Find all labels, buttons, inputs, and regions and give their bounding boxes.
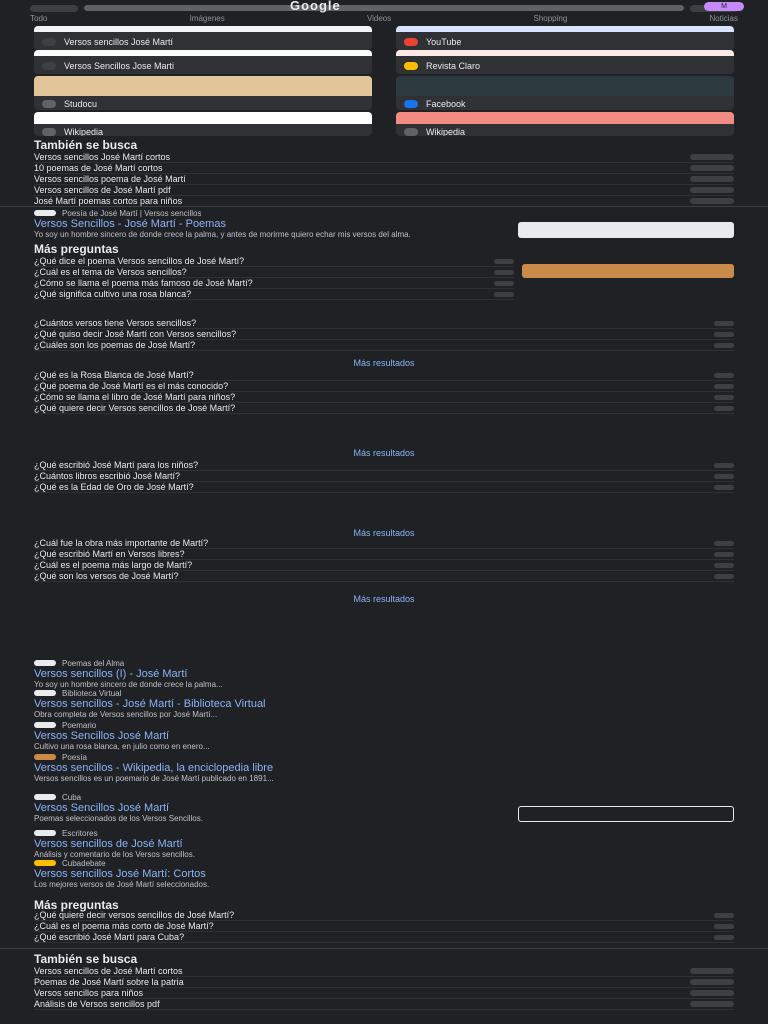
result-snippet: Yo soy un hombre sincero de donde crece la palma, y antes de morirme quiero echar mis versos del alma. [34,230,411,239]
site-favicon [34,754,56,760]
card-label: YouTube [426,37,462,47]
search-icon [690,198,734,204]
tab-all[interactable]: Todo [30,14,48,23]
card-label: Revista Claro [426,61,481,71]
related-item[interactable] [34,966,734,977]
faq-question: ¿Cuántos libros escribió José Martí? [34,471,181,481]
card[interactable] [34,26,372,50]
card[interactable] [34,50,372,74]
search-result [34,752,734,783]
google-logo[interactable]: Google [290,0,341,13]
faq-question: ¿Cuál es el poema más largo de Martí? [34,560,193,570]
faq-question: ¿Cuáles son los poemas de José Martí? [34,340,196,350]
faq-question: ¿Qué significa cultivo una rosa blanca? [34,289,192,299]
faq-question: ¿Qué son los versos de José Martí? [34,571,179,581]
divider [0,206,768,207]
people-also-ask [34,460,734,493]
result-title[interactable]: Versos sencillos de José Martí [34,838,183,850]
chevron-down-icon [714,321,734,326]
faq-question: ¿Cuántos versos tiene Versos sencillos? [34,318,197,328]
site-icon [42,100,56,108]
related-searches-title: También se busca [34,952,138,966]
chevron-down-icon [714,395,734,400]
site-favicon [34,690,56,696]
result-snippet: Yo soy un hombre sincero de donde crece la palma... [34,680,223,689]
chevron-down-icon [714,373,734,378]
site-icon [404,100,418,108]
result-thumbnail[interactable] [518,806,734,822]
related-item[interactable] [34,152,734,163]
faq-question: ¿Qué es la Edad de Oro de José Martí? [34,482,194,492]
result-site: Poesía [62,752,87,762]
tab-shopping[interactable]: Shopping [533,14,568,23]
card-label: Facebook [426,99,466,109]
site-favicon [34,722,56,728]
people-also-ask [34,910,734,943]
related-text: Versos sencillos de José Martí pdf [34,185,171,195]
card-thumbnail [34,26,372,32]
card[interactable] [396,50,734,74]
faq-question: ¿Cómo se llama el libro de José Martí para niños? [34,392,236,402]
people-also-ask [34,370,734,414]
related-text: Versos sencillos poema de José Martí [34,174,186,184]
chevron-down-icon [714,406,734,411]
related-text: Versos sencillos José Martí cortos [34,152,171,162]
site-favicon [34,210,56,216]
header [0,0,768,22]
faq-item[interactable] [34,256,514,267]
related-text: 10 poemas de José Martí cortos [34,163,163,173]
faq-question: ¿Qué dice el poema Versos sencillos de José Martí? [34,256,245,266]
search-icon [690,165,734,171]
search-result [34,720,734,751]
related-text: Versos sencillos para niños [34,988,144,998]
menu-button[interactable] [30,5,78,12]
result-snippet: Análisis y comentario de los Versos sencillos. [34,850,195,859]
result-site: Cubadebate [62,858,106,868]
result-site: Poemas del Alma [62,658,125,668]
faq-item[interactable] [34,278,514,289]
card-thumbnail [34,112,372,124]
site-icon [42,128,56,136]
site-icon [42,38,56,46]
faq-question: ¿Qué escribió José Martí para los niños? [34,460,199,470]
card-thumbnail [34,50,372,56]
search-icon [690,176,734,182]
card-thumbnail [396,50,734,56]
faq-item[interactable] [34,910,734,921]
tab-news[interactable]: Noticias [709,14,738,23]
chevron-down-icon [714,474,734,479]
chevron-down-icon [494,259,514,264]
faq-question: ¿Cuál fue la obra más importante de Martí? [34,538,209,548]
card-label: Wikipedia [64,127,104,136]
faq-question: ¿Qué quiere decir versos sencillos de José Martí? [34,910,235,920]
faq-question: ¿Qué escribió Martí en Versos libres? [34,549,185,559]
related-text: Versos sencillos de José Martí cortos [34,966,183,976]
chevron-down-icon [714,574,734,579]
faq-item[interactable] [34,289,514,300]
search-icon [690,979,734,985]
chevron-down-icon [714,563,734,568]
result-site: Biblioteca Virtual [62,688,122,698]
card[interactable] [396,26,734,50]
related-searches [34,966,734,1010]
result-title[interactable]: Versos Sencillos - José Martí - Poemas [34,218,226,230]
chevron-down-icon [714,924,734,929]
search-result [34,688,734,719]
card-thumbnail [396,26,734,32]
chevron-down-icon [714,463,734,468]
chevron-down-icon [714,913,734,918]
chevron-down-icon [494,281,514,286]
faq-question: ¿Qué quiere decir Versos sencillos de José Martí? [34,403,236,413]
card[interactable] [34,76,372,110]
result-site: Poemario [62,720,97,730]
related-item[interactable] [34,174,734,185]
site-favicon [34,660,56,666]
search-result [34,858,734,889]
faq-thumbnail [522,264,734,278]
result-title[interactable]: Versos sencillos - José Martí - Biblioteca Virtual [34,698,266,710]
people-also-ask-more [34,318,734,351]
card-thumbnail [396,112,734,124]
more-results-link[interactable]: Más resultados [353,528,415,538]
people-also-ask [34,538,734,582]
result-title[interactable]: Versos sencillos (I) - José Martí [34,668,188,680]
result-site: Escritores [62,828,98,838]
chevron-down-icon [494,292,514,297]
faq-question: ¿Cómo se llama el poema más famoso de José Martí? [34,278,253,288]
faq-item[interactable] [34,318,734,329]
faq-item[interactable] [34,370,734,381]
faq-question: ¿Cuál es el poema más corto de José Martí? [34,921,214,931]
search-result [34,828,734,859]
site-favicon [34,794,56,800]
card[interactable] [34,112,372,136]
top-results-cards [34,26,734,136]
divider [0,948,768,949]
search-bar[interactable] [84,5,684,11]
card-thumbnail [396,76,734,96]
faq-item[interactable] [34,482,734,493]
card-thumbnail [34,76,372,96]
card-label: Versos Sencillos Jose Marti [64,61,175,71]
result-title[interactable]: Versos Sencillos José Martí [34,730,170,742]
site-icon [42,62,56,70]
faq-item[interactable] [34,549,734,560]
faq-item[interactable] [34,381,734,392]
chevron-down-icon [494,270,514,275]
people-also-ask [34,256,514,300]
chevron-down-icon [714,384,734,389]
search-icon [690,187,734,193]
faq-item[interactable] [34,403,734,414]
faq-item[interactable] [34,921,734,932]
result-title[interactable]: Versos sencillos - Wikipedia, la enciclopedia libre [34,762,274,774]
faq-question: ¿Qué poema de José Martí es el más conocido? [34,381,229,391]
related-searches [34,152,734,207]
chevron-down-icon [714,552,734,557]
search-icon [690,1001,734,1007]
related-item[interactable] [34,185,734,196]
more-results-link[interactable]: Más resultados [353,358,415,368]
related-text: Análisis de Versos sencillos pdf [34,999,160,1009]
faq-item[interactable] [34,560,734,571]
faq-question: ¿Qué es la Rosa Blanca de José Martí? [34,370,194,380]
related-item[interactable] [34,988,734,999]
faq-item[interactable] [34,571,734,582]
related-text: José Martí poemas cortos para niños [34,196,183,206]
faq-question: ¿Cuál es el tema de Versos sencillos? [34,267,187,277]
tab-videos[interactable]: Videos [366,14,392,23]
search-icon [690,154,734,160]
faq-item[interactable] [34,471,734,482]
faq-item[interactable] [34,267,514,278]
card-label: Wikipedia [426,127,466,136]
related-searches-title: También se busca [34,138,138,152]
site-favicon [34,860,56,866]
search-icon [690,990,734,996]
result-title[interactable]: Versos Sencillos José Martí [34,802,170,814]
card-label: Versos sencillos José Martí [64,37,174,47]
faq-question: ¿Qué quiso decir José Martí con Versos sencillos? [34,329,237,339]
site-icon [404,38,418,46]
people-also-ask-title: Más preguntas [34,898,119,912]
faq-question: ¿Qué escribió José Martí para Cuba? [34,932,185,942]
result-snippet: Los mejores versos de José Martí seleccionados. [34,880,210,889]
result-snippet: Versos sencillos es un poemario de José Martí publicado en 1891... [34,774,274,783]
result-snippet: Poemas seleccionados de los Versos Sencillos. [34,814,203,823]
faq-item[interactable] [34,932,734,943]
card[interactable] [396,112,734,136]
result-thumbnail[interactable] [518,222,734,238]
avatar[interactable]: M [704,2,744,11]
chevron-down-icon [714,541,734,546]
result-snippet: Cultivo una rosa blanca, en julio como en enero... [34,742,210,751]
search-result [34,658,734,689]
site-icon [404,62,418,70]
chevron-down-icon [714,935,734,940]
chevron-down-icon [714,343,734,348]
faq-item[interactable] [34,538,734,549]
related-text: Poemas de José Martí sobre la patria [34,977,184,987]
chevron-down-icon [714,485,734,490]
top-bar [30,2,738,14]
more-results-link[interactable]: Más resultados [353,448,415,458]
search-icon [690,968,734,974]
more-results-link[interactable]: Más resultados [353,594,415,604]
faq-item[interactable] [34,460,734,471]
chevron-down-icon [714,332,734,337]
tab-images[interactable]: Imágenes [189,14,225,23]
related-item[interactable] [34,163,734,174]
faq-item[interactable] [34,340,734,351]
related-item[interactable] [34,977,734,988]
result-site: Poesía de José Martí | Versos sencillos [62,208,202,218]
result-snippet: Obra completa de Versos sencillos por José Martí... [34,710,218,719]
people-also-ask-title: Más preguntas [34,242,119,256]
search-tabs [30,14,738,22]
result-site: Cuba [62,792,82,802]
faq-item[interactable] [34,392,734,403]
site-favicon [34,830,56,836]
faq-item[interactable] [34,329,734,340]
related-item[interactable] [34,999,734,1010]
site-icon [404,128,418,136]
card-label: Studocu [64,99,98,109]
card[interactable] [396,76,734,110]
result-title[interactable]: Versos sencillos José Martí: Cortos [34,868,206,880]
